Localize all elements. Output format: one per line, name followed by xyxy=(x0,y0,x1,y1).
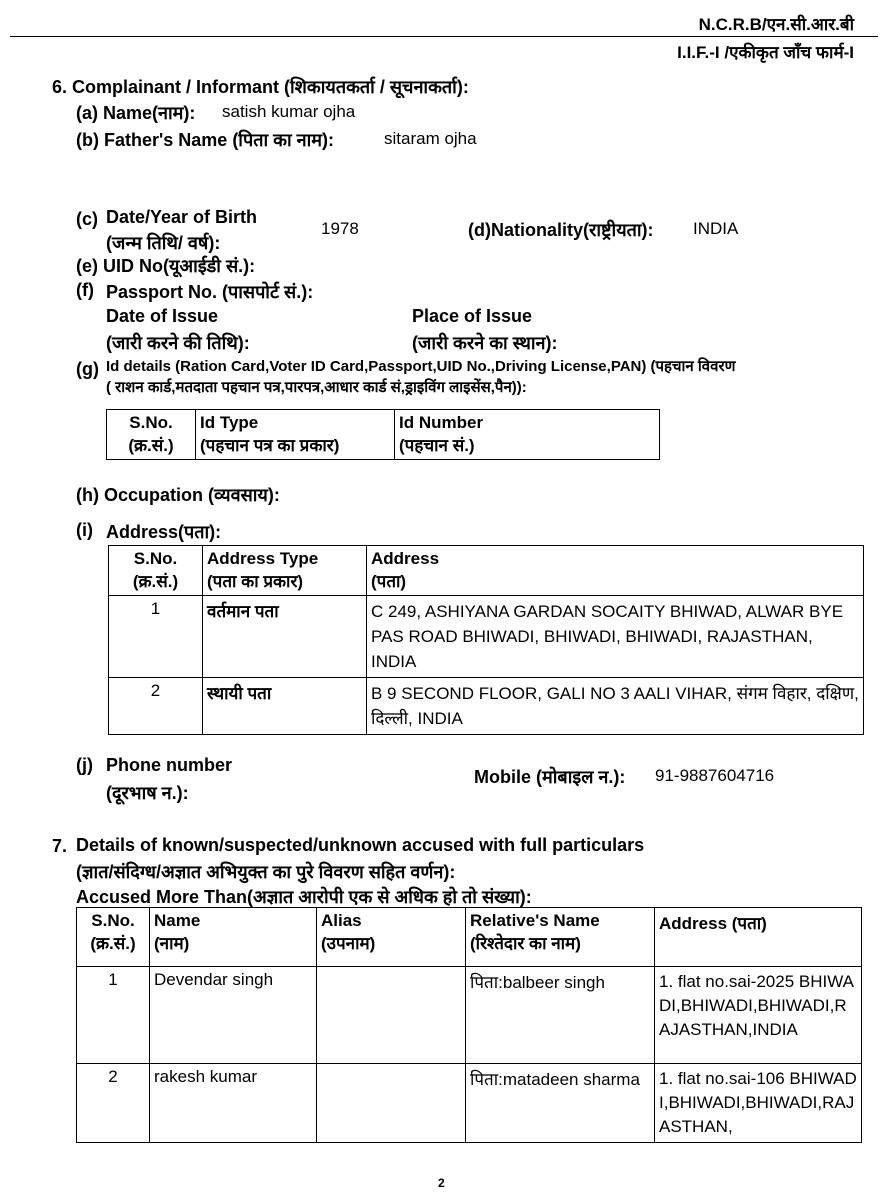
table-header-row xyxy=(77,908,862,967)
accused-table xyxy=(76,907,862,1143)
table-header-row xyxy=(109,546,864,596)
id-sno-header: S.No. (क्र.सं.) xyxy=(107,410,196,460)
accused-sno-cell: 2 xyxy=(77,1064,150,1143)
nationality-value: INDIA xyxy=(693,219,739,238)
section7-title-hi: (ज्ञात/संदिग्ध/अज्ञात अभियुक्त का पुरे विवरण सहित वर्णन): xyxy=(76,862,456,882)
father-name-value: sitaram ojha xyxy=(384,129,477,148)
id-type-header: Id Type (पहचान पत्र का प्रकार) xyxy=(196,410,395,460)
accused-address-header: Address (पता) xyxy=(655,908,862,967)
address-cell: B 9 SECOND FLOOR, GALI NO 3 AALI VIHAR, संगम विहार, दक्षिण, दिल्ली, INDIA xyxy=(367,678,864,735)
section7-title-en: Details of known/suspected/unknown accused with full particulars xyxy=(76,835,645,855)
dob-marker: (c) xyxy=(76,209,98,229)
accused-relative-cell: पिता:balbeer singh xyxy=(466,967,655,1064)
table-row xyxy=(77,1064,862,1143)
accused-address-cell: 1. flat no.sai-2025 BHIWADI,BHIWADI,BHIWADI,RAJASTHAN,INDIA xyxy=(655,967,862,1064)
phone-label-en: Phone number xyxy=(106,755,233,775)
table-header-row xyxy=(107,410,660,460)
id-details-line2: ( राशन कार्ड,मतदाता पहचान पत्र,पारपत्र,आधार कार्ड सं,ड्राइविंग लाइसेंस,पैन)): xyxy=(106,379,527,396)
place-of-issue-label-en: Place of Issue xyxy=(412,306,533,326)
accused-alias-cell xyxy=(317,1064,466,1143)
accused-name-header: Name (नाम) xyxy=(150,908,317,967)
id-details-marker: (g) xyxy=(76,359,99,379)
accused-sno-cell: 1 xyxy=(77,967,150,1064)
table-row xyxy=(77,967,862,1064)
accused-address-cell: 1. flat no.sai-106 BHIWADI,BHIWADI,BHIWADI,RAJASTHAN, xyxy=(655,1064,862,1143)
accused-relative-cell: पिता:matadeen sharma xyxy=(466,1064,655,1143)
address-type-header: Address Type (पता का प्रकार) xyxy=(203,546,367,596)
address-sno-header: S.No. (क्र.सं.) xyxy=(109,546,203,596)
date-of-issue-label-en: Date of Issue xyxy=(106,306,219,326)
occupation-label: (h) Occupation (व्यवसाय): xyxy=(76,485,280,505)
address-cell: C 249, ASHIYANA GARDAN SOCAITY BHIWAD, ALWAR BYE PAS ROAD BHIWADI, BHIWADI, BHIWADI, RAJASTHAN, INDIA xyxy=(367,596,864,678)
accused-name-cell: rakesh kumar xyxy=(150,1064,317,1143)
header-divider xyxy=(10,36,878,37)
phone-marker: (j) xyxy=(76,755,93,775)
name-label: (a) Name(नाम): xyxy=(76,103,196,123)
dob-value: 1978 xyxy=(321,219,359,238)
accused-alias-cell xyxy=(317,967,466,1064)
table-row xyxy=(109,596,864,678)
address-type-cell: वर्तमान पता xyxy=(203,596,367,678)
name-value: satish kumar ojha xyxy=(222,102,356,121)
section6-title: 6. Complainant / Informant (शिकायतकर्ता / सूचनाकर्ता): xyxy=(52,77,469,97)
table-row xyxy=(109,678,864,735)
page-number: 2 xyxy=(438,1176,445,1190)
uid-label: (e) UID No(यूआईडी सं.): xyxy=(76,256,256,276)
accused-alias-header: Alias (उपनाम) xyxy=(317,908,466,967)
address-label: Address(पता): xyxy=(106,522,222,542)
passport-marker: (f) xyxy=(76,280,94,300)
address-sno-cell: 2 xyxy=(109,678,203,735)
accused-more-than: Accused More Than(अज्ञात आरोपी एक से अधिक हो तो संख्या): xyxy=(76,887,532,907)
address-table xyxy=(108,545,864,735)
section7-number: 7. xyxy=(52,836,68,856)
id-details-table xyxy=(106,409,660,460)
id-details-line1: Id details (Ration Card,Voter ID Card,Passport,UID No.,Driving License,PAN) (पहचान विवरण xyxy=(106,358,736,375)
nationality-label: (d)Nationality(राष्ट्रीयता): xyxy=(468,220,654,240)
accused-sno-header: S.No. (क्र.सं.) xyxy=(77,908,150,967)
header-ncrb: N.C.R.B/एन.सी.आर.बी xyxy=(698,15,854,34)
id-number-header: Id Number (पहचान सं.) xyxy=(395,410,660,460)
address-header: Address (पता) xyxy=(367,546,864,596)
accused-relative-header: Relative's Name (रिश्तेदार का नाम) xyxy=(466,908,655,967)
dob-label-hi: (जन्म तिथि/ वर्ष): xyxy=(106,233,221,253)
address-sno-cell: 1 xyxy=(109,596,203,678)
phone-label-hi: (दूरभाष न.): xyxy=(106,783,189,803)
dob-label-en: Date/Year of Birth xyxy=(106,207,258,227)
address-type-cell: स्थायी पता xyxy=(203,678,367,735)
date-of-issue-label-hi: (जारी करने की तिथि): xyxy=(106,333,250,353)
place-of-issue-label-hi: (जारी करने का स्थान): xyxy=(412,333,558,353)
header-form-title: I.I.F.-I /एकीकृत जाँच फार्म-I xyxy=(677,43,854,62)
mobile-label: Mobile (मोबाइल न.): xyxy=(474,767,626,787)
passport-label: Passport No. (पासपोर्ट सं.): xyxy=(106,282,314,302)
address-marker: (i) xyxy=(76,520,93,540)
accused-name-cell: Devendar singh xyxy=(150,967,317,1064)
father-name-label: (b) Father's Name (पिता का नाम): xyxy=(76,130,335,150)
mobile-value: 91-9887604716 xyxy=(655,766,775,785)
